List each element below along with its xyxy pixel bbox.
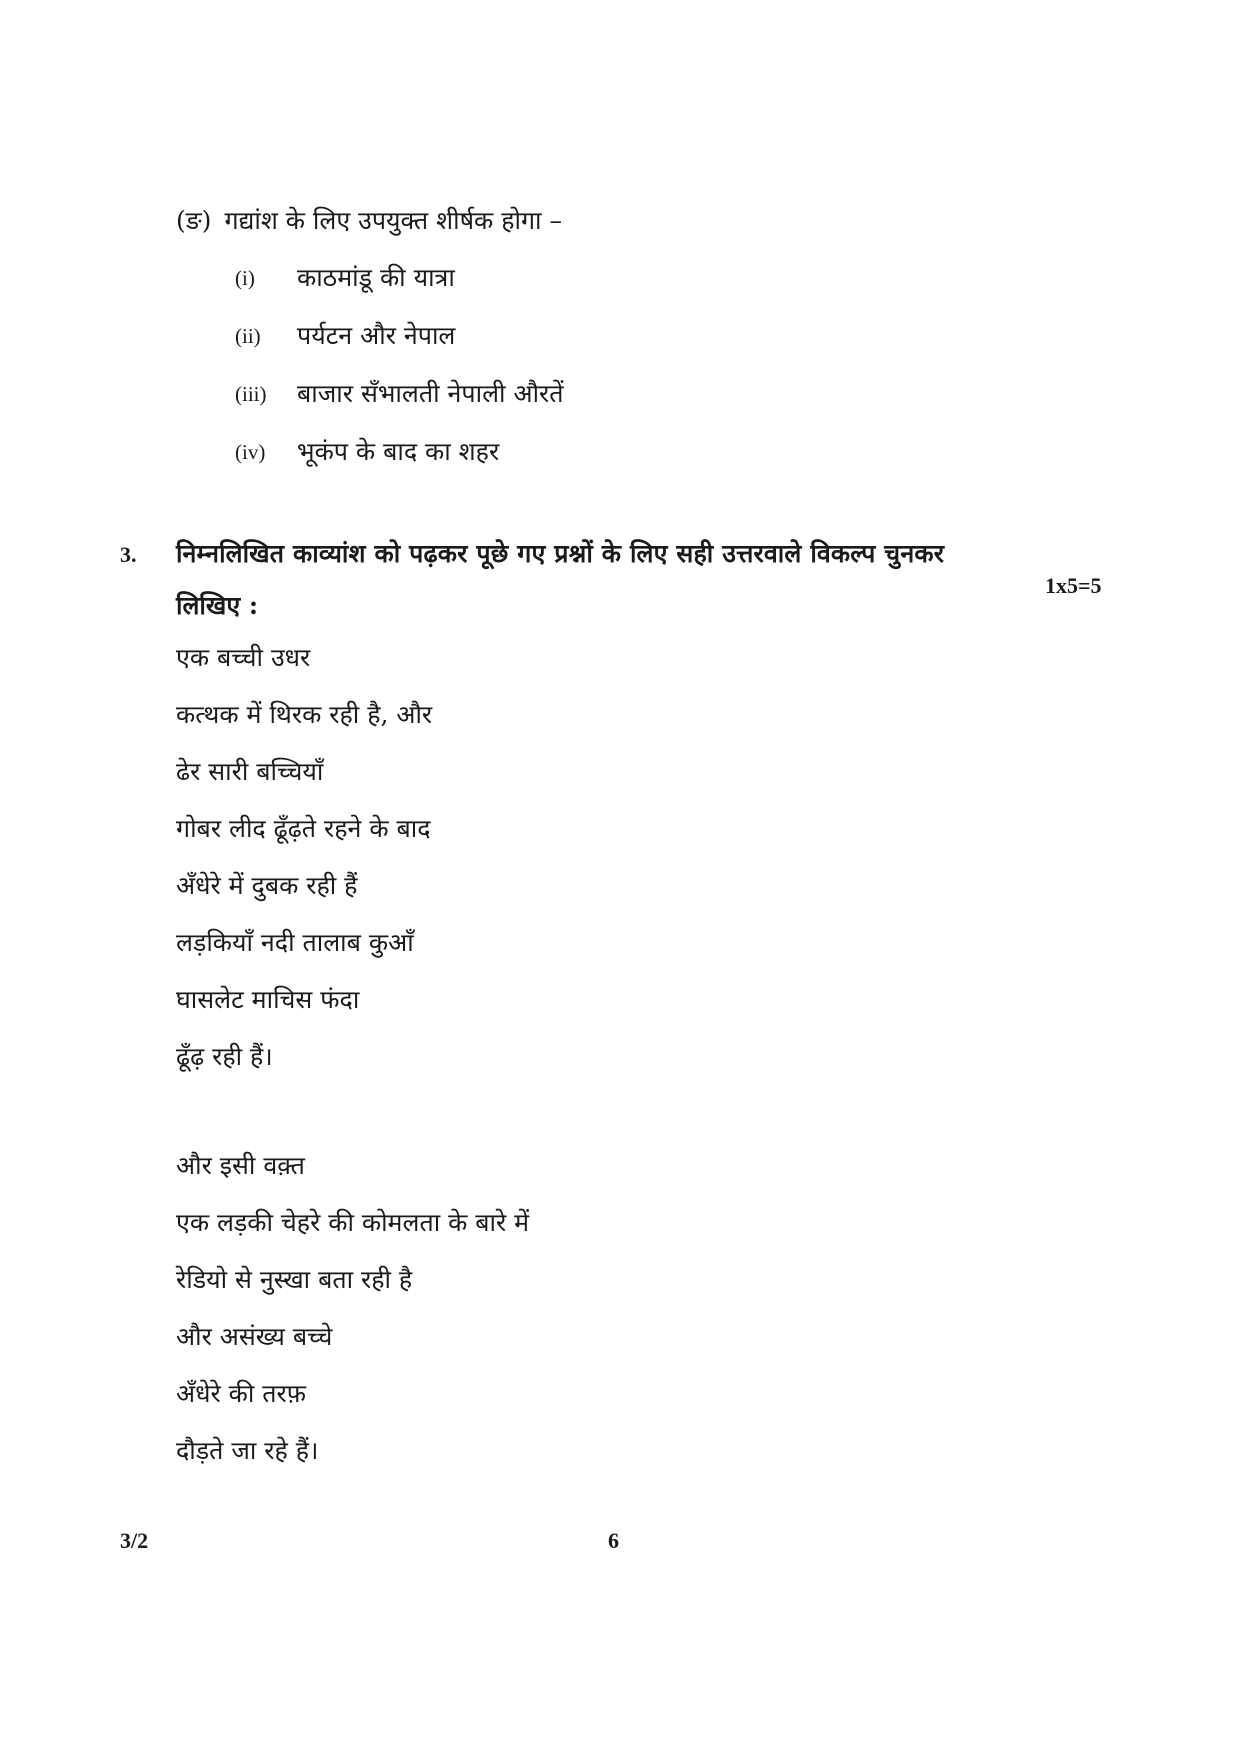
option-label: (iv) [235, 440, 266, 464]
poem-line: ढेर सारी बच्चियाँ [176, 757, 324, 786]
question-instruction: निम्नलिखित काव्यांश को पढ़कर पूछे गए प्रश्नों के लिए सही उत्तरवाले विकल्प चुनकर [176, 539, 945, 568]
option-label: (i) [235, 266, 255, 290]
sub-question-marker: (ङ) [176, 206, 212, 235]
poem-line: दौड़ते जा रहे हैं। [176, 1436, 319, 1465]
poem-line: एक लड़की चेहरे की कोमलता के बारे में [176, 1208, 530, 1237]
poem-line: कत्थक में थिरक रही है, और [176, 700, 433, 729]
page-number: 6 [608, 1528, 619, 1553]
poem-line: गोबर लीद ढूँढ़ते रहने के बाद [176, 814, 431, 843]
option-text: पर्यटन और नेपाल [297, 321, 456, 350]
poem-line: और इसी वक़्त [176, 1151, 305, 1180]
question-number: 3. [120, 542, 137, 567]
sub-question-text: गद्यांश के लिए उपयुक्त शीर्षक होगा – [224, 206, 562, 235]
option-text: भूकंप के बाद का शहर [297, 437, 500, 466]
option-label: (ii) [235, 324, 261, 348]
option-text: काठमांडू की यात्रा [297, 263, 455, 292]
sub-question-prompt [176, 203, 562, 237]
paper-code: 3/2 [120, 1528, 149, 1553]
option-label: (iii) [235, 382, 267, 406]
poem-line: एक बच्ची उधर [176, 643, 311, 672]
poem-line: रेडियो से नुस्खा बता रही है [176, 1265, 413, 1294]
option-text: बाजार सँभालती नेपाली औरतें [297, 379, 564, 408]
poem-line: अँधेरे की तरफ़ [176, 1379, 307, 1408]
question-instruction-cont: लिखिए : [176, 591, 259, 620]
poem-line: घासलेट माचिस फंदा [176, 985, 360, 1014]
poem-line: अँधेरे में दुबक रही हैं [176, 871, 358, 900]
poem-line: और असंख्य बच्चे [176, 1322, 333, 1351]
marks-allocation: 1x5=5 [1045, 573, 1102, 598]
poem-line: ढूँढ़ रही हैं। [176, 1042, 273, 1071]
poem-line: लड़कियाँ नदी तालाब कुआँ [176, 928, 414, 957]
